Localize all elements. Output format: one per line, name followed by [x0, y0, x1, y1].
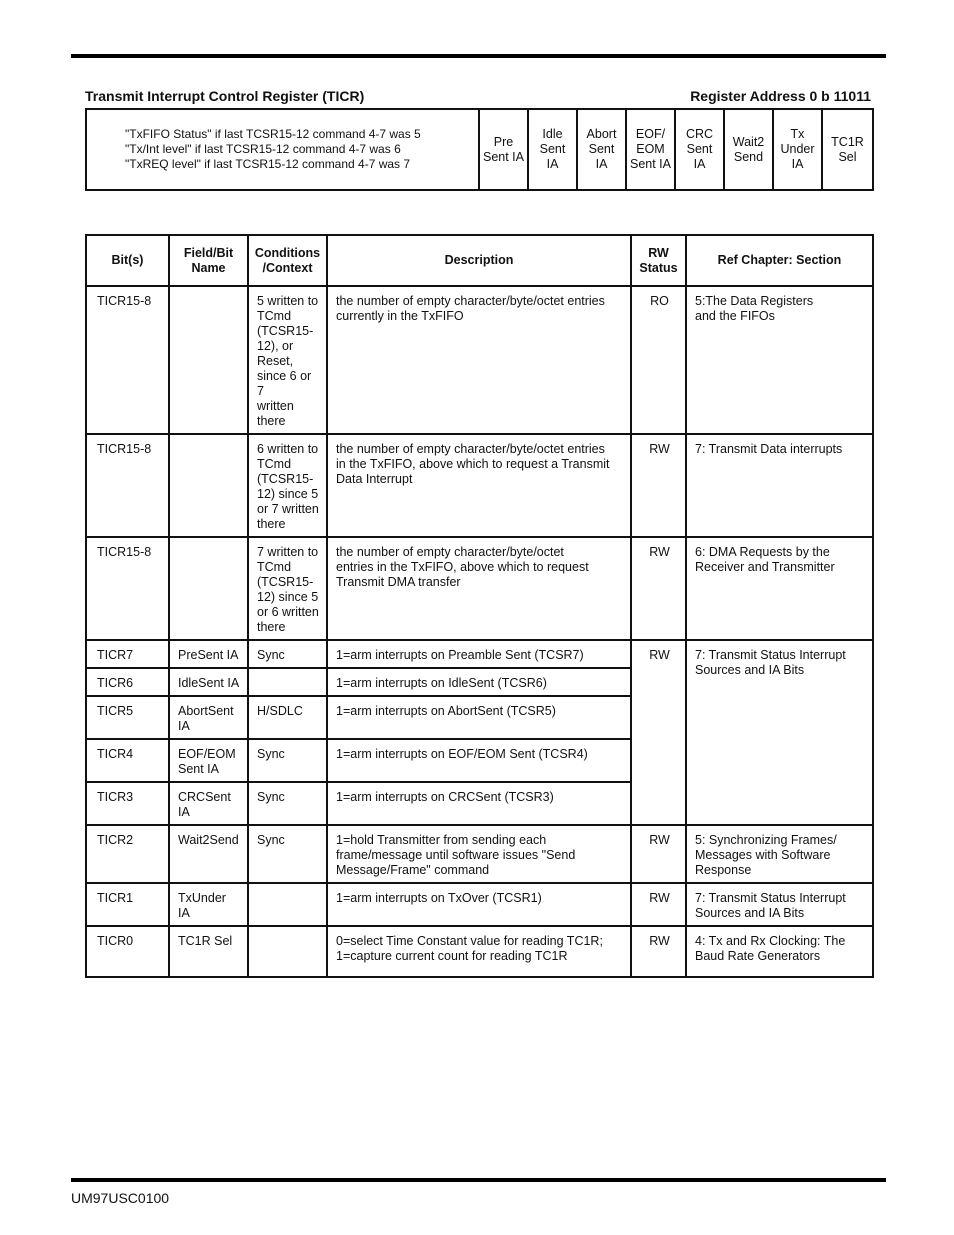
conditions-cell: Sync [248, 739, 327, 782]
ref-section-cell: 7: Transmit Status Interrupt Sources and IA Bits [686, 640, 873, 825]
rw-status-cell: RW [631, 883, 686, 926]
header-rw-status: RW Status [631, 235, 686, 286]
field-name-cell: CRCSent IA [169, 782, 248, 825]
ref-section-cell: 5:The Data Registers and the FIFOs [686, 286, 873, 434]
header-bits: Bit(s) [86, 235, 169, 286]
status-line: "Tx/Int level" if last TCSR15-12 command 4-7 was 6 [125, 142, 401, 156]
bit-cell: TICR15-8 [86, 434, 169, 537]
conditions-cell: Sync [248, 640, 327, 668]
ref-section-cell: 6: DMA Requests by the Receiver and Transmitter [686, 537, 873, 640]
description-cell: 0=select Time Constant value for reading TC1R; 1=capture current count for reading TC1R [327, 926, 631, 977]
description-cell: 1=arm interrupts on IdleSent (TCSR6) [327, 668, 631, 696]
bit-cell-idlesent-ia: Idle Sent IA [528, 109, 577, 190]
conditions-cell: H/SDLC [248, 696, 327, 739]
conditions-cell: 6 written to TCmd (TCSR15- 12) since 5 or 7 written there [248, 434, 327, 537]
bit-cell-abortsent-ia: Abort Sent IA [577, 109, 626, 190]
description-cell: 1=hold Transmitter from sending each frame/message until software issues "Send Message/Frame" command [327, 825, 631, 883]
table-row [86, 434, 873, 537]
description-cell: 1=arm interrupts on AbortSent (TCSR5) [327, 696, 631, 739]
header-description: Description [327, 235, 631, 286]
bit-cell: TICR5 [86, 696, 169, 739]
description-cell: 1=arm interrupts on Preamble Sent (TCSR7) [327, 640, 631, 668]
document-id: UM97USC0100 [71, 1190, 170, 1206]
register-header [85, 88, 871, 106]
conditions-cell [248, 926, 327, 977]
conditions-cell: Sync [248, 825, 327, 883]
field-description-table [85, 234, 874, 978]
bit-cell: TICR4 [86, 739, 169, 782]
ref-section-cell: 7: Transmit Status Interrupt Sources and IA Bits [686, 883, 873, 926]
bit-cell: TICR15-8 [86, 537, 169, 640]
bit-cell: TICR1 [86, 883, 169, 926]
field-name-cell: PreSent IA [169, 640, 248, 668]
rw-status-cell: RW [631, 434, 686, 537]
bit-cell: TICR7 [86, 640, 169, 668]
bit-cell-present-ia: Pre Sent IA [479, 109, 528, 190]
status-line: "TxREQ level" if last TCSR15-12 command 4-7 was 7 [125, 157, 411, 171]
table-row [86, 537, 873, 640]
ref-section-cell: 7: Transmit Data interrupts [686, 434, 873, 537]
field-name-cell: TC1R Sel [169, 926, 248, 977]
field-name-cell [169, 537, 248, 640]
description-cell: 1=arm interrupts on TxOver (TCSR1) [327, 883, 631, 926]
bit-cell-eof-eom-sent-ia: EOF/ EOM Sent IA [626, 109, 675, 190]
bit-cell-txunder-ia: Tx Under IA [773, 109, 822, 190]
register-address: Register Address 0 b 11011 [690, 88, 871, 104]
table-row [86, 286, 873, 434]
rw-status-cell: RW [631, 640, 686, 825]
bit-cell: TICR6 [86, 668, 169, 696]
top-rule [71, 54, 886, 58]
bit-cell-wait2send: Wait2 Send [724, 109, 773, 190]
conditions-cell: 7 written to TCmd (TCSR15- 12) since 5 or 6 written there [248, 537, 327, 640]
description-cell: 1=arm interrupts on CRCSent (TCSR3) [327, 782, 631, 825]
description-cell: the number of empty character/byte/octet entries in the TxFIFO, above which to request Transmit DMA transfer [327, 537, 631, 640]
description-cell: 1=arm interrupts on EOF/EOM Sent (TCSR4) [327, 739, 631, 782]
description-cell: the number of empty character/byte/octet entries in the TxFIFO, above which to request a Transmit Data Interrupt [327, 434, 631, 537]
bit-cell-crcsent-ia: CRC Sent IA [675, 109, 724, 190]
register-status-context [86, 109, 479, 190]
bit-cell: TICR2 [86, 825, 169, 883]
rw-status-cell: RW [631, 537, 686, 640]
conditions-cell: Sync [248, 782, 327, 825]
ref-section-cell: 4: Tx and Rx Clocking: The Baud Rate Generators [686, 926, 873, 977]
field-name-cell: Wait2Send [169, 825, 248, 883]
description-cell: the number of empty character/byte/octet entries currently in the TxFIFO [327, 286, 631, 434]
register-bit-map [85, 108, 874, 191]
conditions-cell [248, 883, 327, 926]
ref-section-cell: 5: Synchronizing Frames/ Messages with Software Response [686, 825, 873, 883]
table-row [86, 825, 873, 883]
bit-cell-tc1r-sel: TC1R Sel [822, 109, 873, 190]
register-title: Transmit Interrupt Control Register (TICR) [85, 88, 365, 104]
field-name-cell: IdleSent IA [169, 668, 248, 696]
conditions-cell [248, 668, 327, 696]
header-ref-section: Ref Chapter: Section [686, 235, 873, 286]
table-header-row [86, 235, 873, 286]
bit-cell: TICR3 [86, 782, 169, 825]
field-name-cell [169, 286, 248, 434]
bit-cell: TICR15-8 [86, 286, 169, 434]
table-row [86, 640, 873, 668]
status-line: "TxFIFO Status" if last TCSR15-12 command 4-7 was 5 [125, 127, 421, 141]
field-name-cell: TxUnder IA [169, 883, 248, 926]
rw-status-cell: RW [631, 825, 686, 883]
header-field: Field/Bit Name [169, 235, 248, 286]
field-name-cell: EOF/EOM Sent IA [169, 739, 248, 782]
bottom-rule [71, 1178, 886, 1182]
field-name-cell [169, 434, 248, 537]
rw-status-cell: RO [631, 286, 686, 434]
conditions-cell: 5 written to TCmd (TCSR15- 12), or Reset, since 6 or 7 written there [248, 286, 327, 434]
rw-status-cell: RW [631, 926, 686, 977]
field-name-cell: AbortSent IA [169, 696, 248, 739]
table-row [86, 926, 873, 977]
bit-cell: TICR0 [86, 926, 169, 977]
header-conditions: Conditions /Context [248, 235, 327, 286]
table-row [86, 883, 873, 926]
